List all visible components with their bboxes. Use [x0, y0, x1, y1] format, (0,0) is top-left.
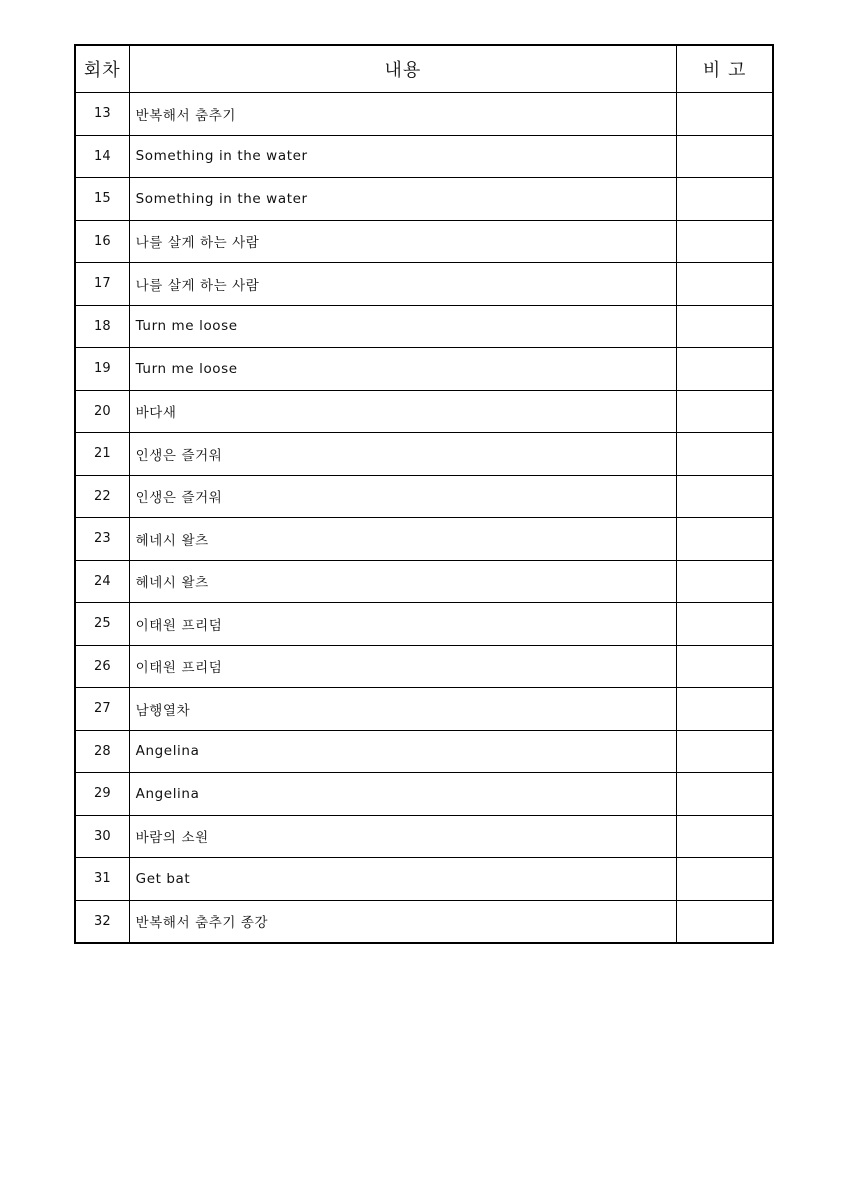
table-row [75, 900, 773, 943]
session-number-cell: 20 [75, 390, 129, 433]
table-row [75, 603, 773, 646]
table-row [75, 305, 773, 348]
note-cell [677, 773, 773, 816]
session-number-cell: 30 [75, 815, 129, 858]
content-cell: 인생은 즐거워 [129, 475, 677, 518]
note-cell [677, 900, 773, 943]
table-row [75, 178, 773, 221]
note-cell [677, 220, 773, 263]
note-cell [677, 645, 773, 688]
session-number-cell: 29 [75, 773, 129, 816]
note-cell [677, 263, 773, 306]
table-row [75, 135, 773, 178]
session-number-cell: 28 [75, 730, 129, 773]
session-number-cell: 23 [75, 518, 129, 561]
session-number-cell: 21 [75, 433, 129, 476]
table-row [75, 815, 773, 858]
content-cell: 남행열차 [129, 688, 677, 731]
note-cell [677, 518, 773, 561]
table-row [75, 93, 773, 136]
table-row [75, 433, 773, 476]
note-cell [677, 178, 773, 221]
content-cell: 헤네시 왈츠 [129, 560, 677, 603]
content-cell: Angelina [129, 773, 677, 816]
note-cell [677, 858, 773, 901]
content-cell: Angelina [129, 730, 677, 773]
note-cell [677, 688, 773, 731]
header-note: 비 고 [677, 45, 773, 93]
content-cell: Get bat [129, 858, 677, 901]
content-cell: Turn me loose [129, 305, 677, 348]
header-content: 내용 [129, 45, 677, 93]
content-cell: 이태원 프리덤 [129, 603, 677, 646]
content-cell: Turn me loose [129, 348, 677, 391]
content-cell: 인생은 즐거워 [129, 433, 677, 476]
table-row [75, 560, 773, 603]
note-cell [677, 93, 773, 136]
session-number-cell: 15 [75, 178, 129, 221]
content-cell: 바람의 소원 [129, 815, 677, 858]
note-cell [677, 135, 773, 178]
note-cell [677, 433, 773, 476]
table-header [75, 45, 773, 93]
schedule-table [74, 44, 774, 944]
session-number-cell: 18 [75, 305, 129, 348]
table-row [75, 858, 773, 901]
table-row [75, 263, 773, 306]
content-cell: 이태원 프리덤 [129, 645, 677, 688]
session-number-cell: 26 [75, 645, 129, 688]
session-number-cell: 27 [75, 688, 129, 731]
content-cell: 반복해서 춤추기 종강 [129, 900, 677, 943]
table-row [75, 518, 773, 561]
session-number-cell: 19 [75, 348, 129, 391]
session-number-cell: 14 [75, 135, 129, 178]
table-row [75, 220, 773, 263]
table-body [75, 93, 773, 944]
table-row [75, 688, 773, 731]
note-cell [677, 475, 773, 518]
content-cell: 바다새 [129, 390, 677, 433]
table-row [75, 348, 773, 391]
session-number-cell: 22 [75, 475, 129, 518]
note-cell [677, 560, 773, 603]
content-cell: 반복해서 춤추기 [129, 93, 677, 136]
note-cell [677, 390, 773, 433]
table-row [75, 390, 773, 433]
content-cell: Something in the water [129, 178, 677, 221]
table-row [75, 645, 773, 688]
session-number-cell: 16 [75, 220, 129, 263]
note-cell [677, 305, 773, 348]
table-row [75, 730, 773, 773]
header-row [75, 45, 773, 93]
session-number-cell: 32 [75, 900, 129, 943]
session-number-cell: 17 [75, 263, 129, 306]
content-cell: Something in the water [129, 135, 677, 178]
content-cell: 헤네시 왈츠 [129, 518, 677, 561]
session-number-cell: 31 [75, 858, 129, 901]
content-cell: 나를 살게 하는 사람 [129, 263, 677, 306]
note-cell [677, 603, 773, 646]
session-number-cell: 13 [75, 93, 129, 136]
header-session-number: 회차 [75, 45, 129, 93]
table-row [75, 475, 773, 518]
note-cell [677, 815, 773, 858]
session-number-cell: 25 [75, 603, 129, 646]
session-number-cell: 24 [75, 560, 129, 603]
content-cell: 나를 살게 하는 사람 [129, 220, 677, 263]
note-cell [677, 730, 773, 773]
note-cell [677, 348, 773, 391]
table-row [75, 773, 773, 816]
